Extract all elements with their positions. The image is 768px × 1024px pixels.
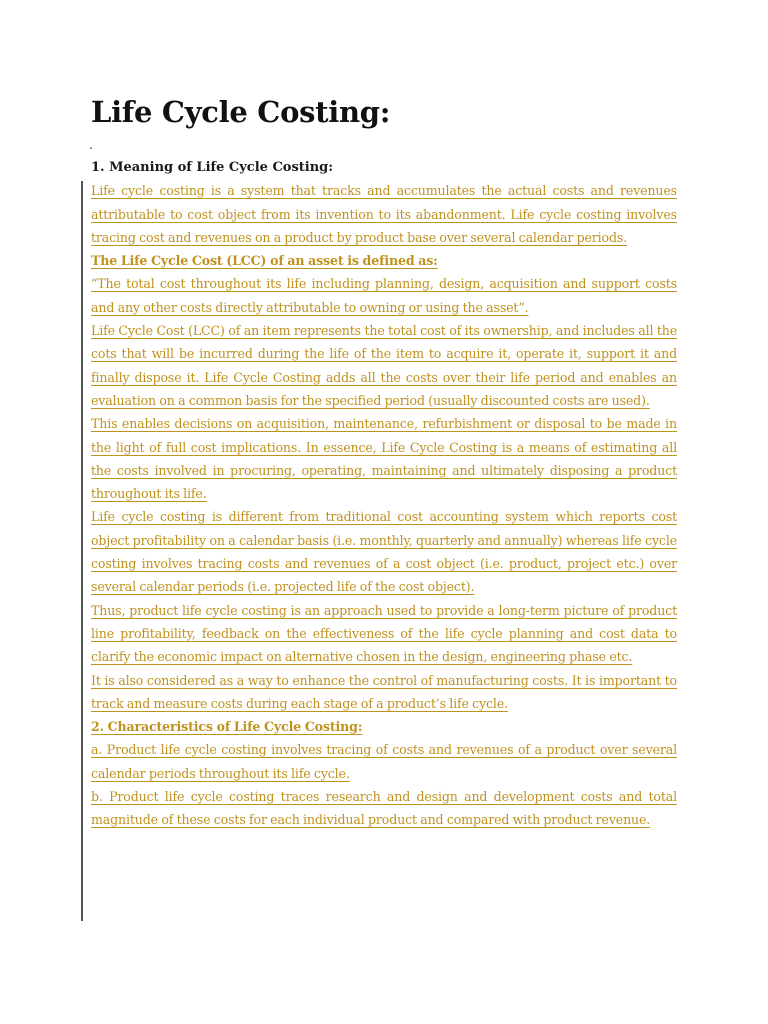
change-tracking-bar <box>81 181 83 921</box>
paragraph-lcc-item: Life Cycle Cost (LCC) of an item represents the total cost of its ownership, and includes all the cots that will be incurred during the life of the item to acquire it, operate it, support it and finally dispose it. Life Cycle Costing adds all the costs over their life period and enables an evaluation on a common basis for the specified period (usually discounted costs are used). <box>91 323 677 408</box>
paragraph-control: It is also considered as a way to enhance the control of manufacturing costs. It is important to track and measure costs during each stage of a product’s life cycle. <box>91 672 677 711</box>
paragraph-quote: “The total cost throughout its life including planning, design, acquisition and support costs and any other costs directly attributable to owning or using the asset”. <box>91 276 677 315</box>
list-item-b: b. Product life cycle costing traces research and design and development costs and total magnitude of these costs for each individual product and compared with product revenue. <box>91 789 677 828</box>
lcc-definition-heading: The Life Cycle Cost (LCC) of an asset is defined as: <box>91 253 438 269</box>
section-heading-meaning: 1. Meaning of Life Cycle Costing: <box>91 160 334 175</box>
paragraph-decisions: This enables decisions on acquisition, maintenance, refurbishment or disposal to be made in the light of full cost implications. In essence, Life Cycle Costing is a means of estimating all the costs involved in procuring, operating, maintaining and ultimately disposing a product throughout its life. <box>91 416 677 502</box>
section-heading-characteristics: 2. Characteristics of Life Cycle Costing: <box>91 719 363 735</box>
stray-dot: . <box>89 138 93 152</box>
document-title: Life Cycle Costing: <box>91 95 391 129</box>
paragraph-definition: Life cycle costing is a system that tracks and accumulates the actual costs and revenues attributable to cost object from its invention to its abandonment. Life cycle costing involves tracing cost and revenues on a product by product base over several calendar periods. <box>91 183 677 245</box>
paragraph-long-term: Thus, product life cycle costing is an approach used to provide a long-term picture of product line profitability, feedback on the effectiveness of the life cycle planning and cost data to clarify the economic impact on alternative chosen in the design, engineering phase etc. <box>91 602 677 665</box>
paragraph-traditional: Life cycle costing is different from traditional cost accounting system which reports cost object profitability on a calendar basis (i.e. monthly, quarterly and annually) whereas life cycle costing involves tracing costs and revenues of a cost object (i.e. product, project etc.) over several calendar periods (i.e. projected life of the cost object). <box>91 509 677 595</box>
document-body <box>91 156 677 832</box>
list-item-a: a. Product life cycle costing involves tracing of costs and revenues of a product over several calendar periods throughout its life cycle. <box>91 742 677 781</box>
